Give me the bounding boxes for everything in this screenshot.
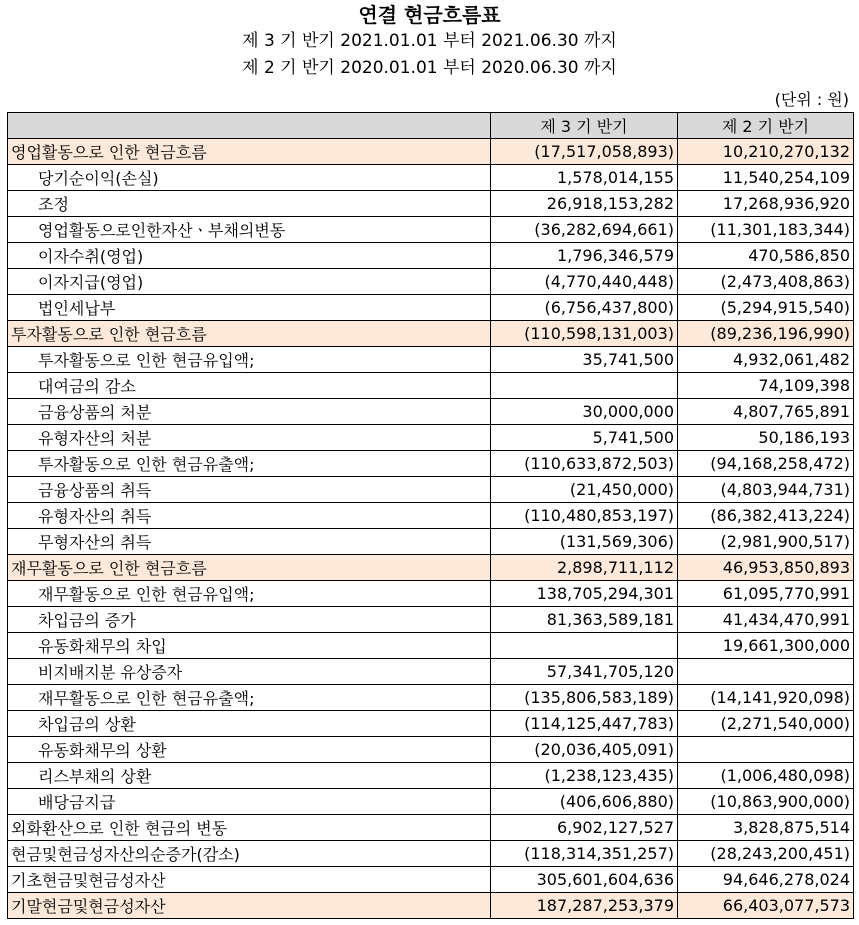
row-label: 유형자산의 취득: [8, 503, 491, 529]
value-prior: (14,141,920,098): [678, 685, 854, 711]
table-row: [8, 737, 854, 763]
period-current: 제 3 기 반기 2021.01.01 부터 2021.06.30 까지: [242, 31, 617, 51]
value-current: (406,606,880): [491, 789, 678, 815]
value-current: (135,806,583,189): [491, 685, 678, 711]
value-current: 81,363,589,181: [491, 607, 678, 633]
value-prior: (2,271,540,000): [678, 711, 854, 737]
row-label: 배당금지급: [8, 789, 491, 815]
table-row: [8, 399, 854, 425]
value-prior: 11,540,254,109: [678, 165, 854, 191]
statement-header: [0, 0, 859, 82]
row-label: 리스부채의 상환: [8, 763, 491, 789]
value-current: 26,918,153,282: [491, 191, 678, 217]
table-row: [8, 295, 854, 321]
value-current: 30,000,000: [491, 399, 678, 425]
row-label: 재무활동으로 인한 현금유입액;: [8, 581, 491, 607]
value-current: [491, 373, 678, 399]
table-row: [8, 841, 854, 867]
value-prior: 4,807,765,891: [678, 399, 854, 425]
row-label: 투자활동으로 인한 현금흐름: [8, 321, 491, 347]
value-current: [491, 633, 678, 659]
table-row: [8, 763, 854, 789]
value-current: 6,902,127,527: [491, 815, 678, 841]
table-row: [8, 633, 854, 659]
value-prior: 66,403,077,573: [678, 893, 854, 919]
table-row: [8, 451, 854, 477]
table-row: [8, 165, 854, 191]
row-label: 대여금의 감소: [8, 373, 491, 399]
table-row: [8, 789, 854, 815]
table-row: [8, 867, 854, 893]
row-label: 외화환산으로 인한 현금의 변동: [8, 815, 491, 841]
value-current: (17,517,058,893): [491, 139, 678, 165]
value-prior: (28,243,200,451): [678, 841, 854, 867]
table-row: [8, 425, 854, 451]
value-current: 305,601,604,636: [491, 867, 678, 893]
row-label: 영업활동으로 인한 현금흐름: [8, 139, 491, 165]
table-row: [8, 321, 854, 347]
value-prior: (2,473,408,863): [678, 269, 854, 295]
value-current: 57,341,705,120: [491, 659, 678, 685]
value-prior: 46,953,850,893: [678, 555, 854, 581]
value-prior: 50,186,193: [678, 425, 854, 451]
column-header-current: 제 3 기 반기: [491, 113, 678, 139]
value-prior: 470,586,850: [678, 243, 854, 269]
row-label: 유동화채무의 차입: [8, 633, 491, 659]
value-current: 5,741,500: [491, 425, 678, 451]
value-prior: (1,006,480,098): [678, 763, 854, 789]
row-label: 이자지급(영업): [8, 269, 491, 295]
value-prior: 4,932,061,482: [678, 347, 854, 373]
value-prior: 10,210,270,132: [678, 139, 854, 165]
value-prior: (89,236,196,990): [678, 321, 854, 347]
row-label: 영업활동으로인한자산ㆍ부채의변동: [8, 217, 491, 243]
row-label: 현금및현금성자산의순증가(감소): [8, 841, 491, 867]
table-row: [8, 581, 854, 607]
table-row: [8, 711, 854, 737]
value-current: (110,598,131,003): [491, 321, 678, 347]
row-label: 무형자산의 취득: [8, 529, 491, 555]
value-current: 2,898,711,112: [491, 555, 678, 581]
row-label: 금융상품의 취득: [8, 477, 491, 503]
row-label: 비지배지분 유상증자: [8, 659, 491, 685]
period-prior: 제 2 기 반기 2020.01.01 부터 2020.06.30 까지: [242, 58, 617, 78]
value-current: (118,314,351,257): [491, 841, 678, 867]
value-current: (21,450,000): [491, 477, 678, 503]
table-row: [8, 893, 854, 919]
row-label: 법인세납부: [8, 295, 491, 321]
value-prior: (11,301,183,344): [678, 217, 854, 243]
column-header-prior: 제 2 기 반기: [678, 113, 854, 139]
value-prior: [678, 659, 854, 685]
table-row: [8, 477, 854, 503]
value-prior: 74,109,398: [678, 373, 854, 399]
table-row: [8, 815, 854, 841]
value-current: 1,796,346,579: [491, 243, 678, 269]
value-current: (20,036,405,091): [491, 737, 678, 763]
value-current: (114,125,447,783): [491, 711, 678, 737]
value-current: (4,770,440,448): [491, 269, 678, 295]
row-label: 투자활동으로 인한 현금유입액;: [8, 347, 491, 373]
value-prior: (5,294,915,540): [678, 295, 854, 321]
value-prior: 3,828,875,514: [678, 815, 854, 841]
statement-title: 연결 현금흐름표: [358, 3, 501, 27]
value-current: (131,569,306): [491, 529, 678, 555]
table-header-row: [8, 113, 854, 139]
table-row: [8, 217, 854, 243]
value-current: (36,282,694,661): [491, 217, 678, 243]
value-current: 1,578,014,155: [491, 165, 678, 191]
value-prior: 41,434,470,991: [678, 607, 854, 633]
row-label: 유동화채무의 상환: [8, 737, 491, 763]
value-current: (1,238,123,435): [491, 763, 678, 789]
value-current: 138,705,294,301: [491, 581, 678, 607]
row-label: 금융상품의 처분: [8, 399, 491, 425]
table-row: [8, 269, 854, 295]
value-current: 187,287,253,379: [491, 893, 678, 919]
value-prior: 94,646,278,024: [678, 867, 854, 893]
value-current: (110,480,853,197): [491, 503, 678, 529]
row-label: 재무활동으로 인한 현금흐름: [8, 555, 491, 581]
row-label: 투자활동으로 인한 현금유출액;: [8, 451, 491, 477]
row-label: 조정: [8, 191, 491, 217]
table-row: [8, 243, 854, 269]
row-label: 이자수취(영업): [8, 243, 491, 269]
table-row: [8, 373, 854, 399]
value-prior: 17,268,936,920: [678, 191, 854, 217]
table-row: [8, 529, 854, 555]
row-label: 재무활동으로 인한 현금유출액;: [8, 685, 491, 711]
row-label: 차입금의 증가: [8, 607, 491, 633]
value-prior: [678, 737, 854, 763]
column-header-item: [8, 113, 491, 139]
row-label: 기초현금및현금성자산: [8, 867, 491, 893]
value-current: (6,756,437,800): [491, 295, 678, 321]
row-label: 기말현금및현금성자산: [8, 893, 491, 919]
value-prior: (10,863,900,000): [678, 789, 854, 815]
value-current: (110,633,872,503): [491, 451, 678, 477]
table-row: [8, 685, 854, 711]
row-label: 유형자산의 처분: [8, 425, 491, 451]
table-row: [8, 659, 854, 685]
row-label: 당기순이익(손실): [8, 165, 491, 191]
value-current: 35,741,500: [491, 347, 678, 373]
table-row: [8, 607, 854, 633]
unit-label: (단위 : 원): [774, 90, 849, 109]
value-prior: (94,168,258,472): [678, 451, 854, 477]
table-row: [8, 555, 854, 581]
table-row: [8, 503, 854, 529]
value-prior: (4,803,944,731): [678, 477, 854, 503]
value-prior: 61,095,770,991: [678, 581, 854, 607]
value-prior: (2,981,900,517): [678, 529, 854, 555]
value-prior: 19,661,300,000: [678, 633, 854, 659]
table-row: [8, 347, 854, 373]
value-prior: (86,382,413,224): [678, 503, 854, 529]
row-label: 차입금의 상환: [8, 711, 491, 737]
table-row: [8, 191, 854, 217]
table-body: [8, 139, 854, 919]
table-row: [8, 139, 854, 165]
cash-flow-table: [7, 112, 854, 919]
